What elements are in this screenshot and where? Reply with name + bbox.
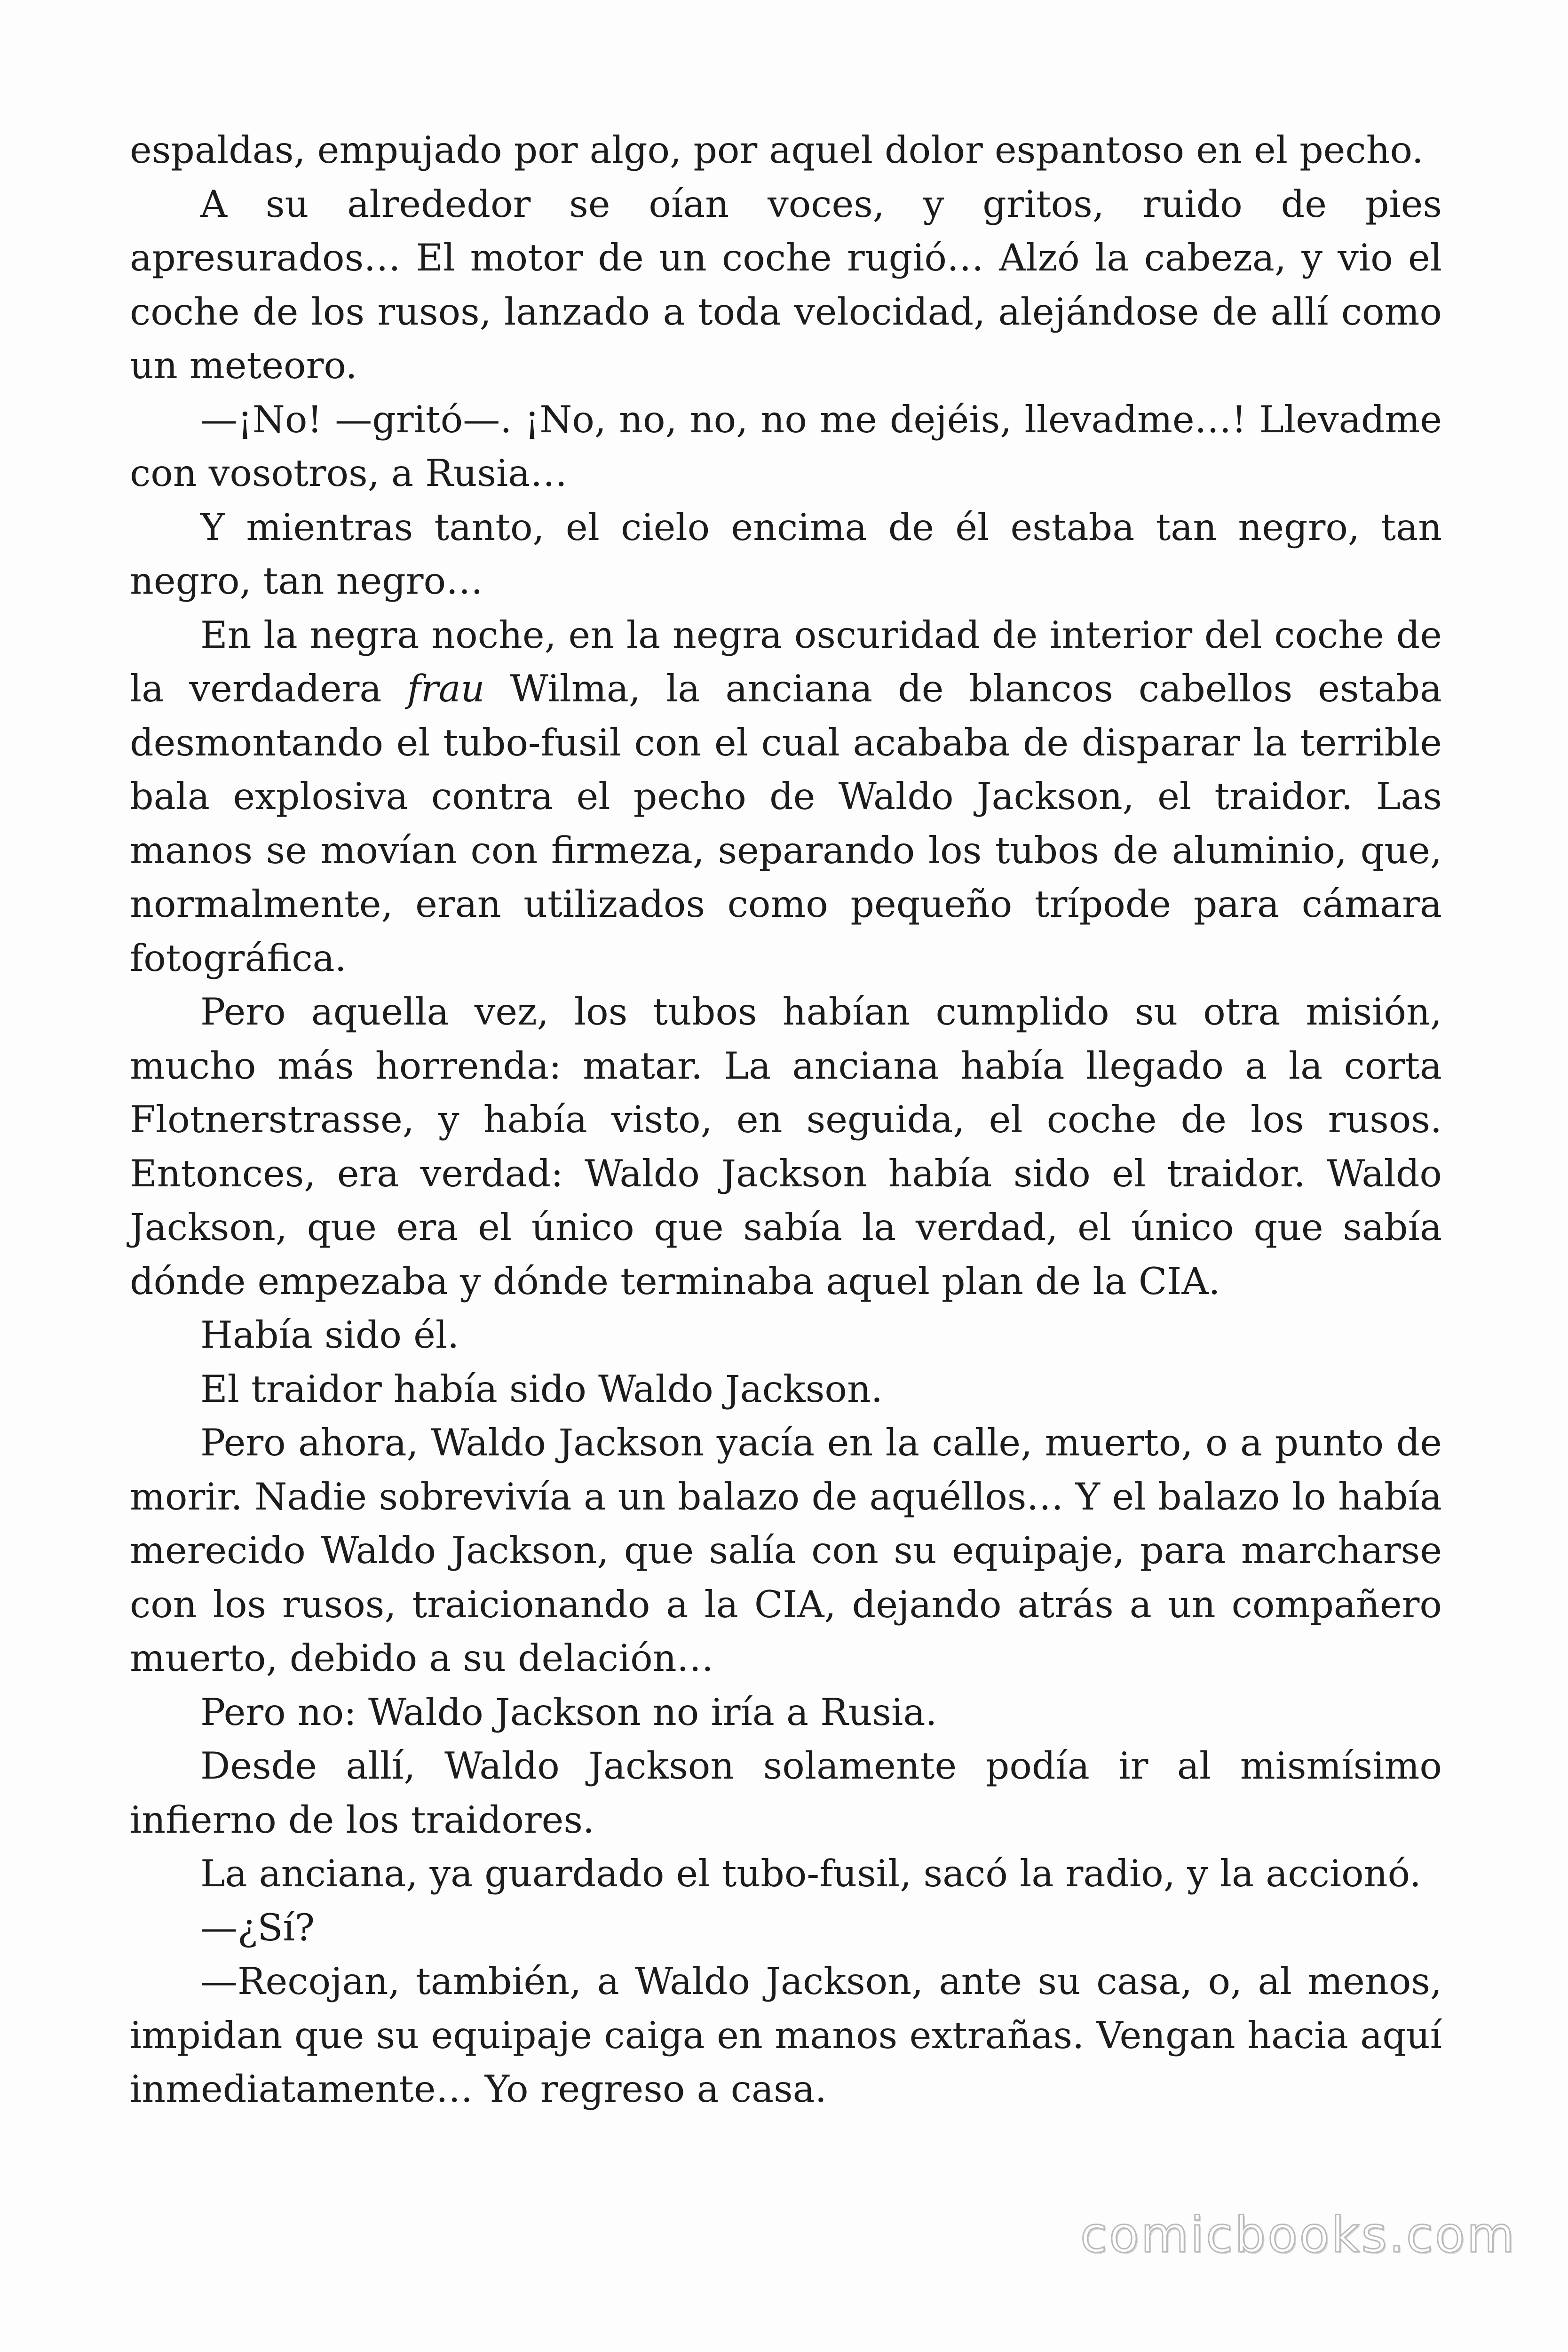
paragraph-10: Pero no: Waldo Jackson no iría a Rusia. xyxy=(200,1690,937,1734)
paragraph-9: Pero ahora, Waldo Jackson yacía en la calle, muerto, o a punto de morir. Nadie sobrevivía a un balazo de aquéllos… Y el balazo lo había merecido Waldo Jackson, que salía con su equipaje, para marcharse con los rusos, traicionando a la CIA, dejando atrás a un compañero muerto, debido a su delación… xyxy=(130,1421,1442,1680)
paragraph-3: —¡No! —gritó—. ¡No, no, no, no me dejéis, llevadme…! Llevadme con vosotros, a Rusia… xyxy=(130,397,1442,495)
paragraph-12: La anciana, ya guardado el tubo-fusil, sacó la radio, y la accionó. xyxy=(200,1852,1421,1895)
paragraph-13: —¿Sí? xyxy=(200,1906,315,1949)
emphasis-frau: frau xyxy=(407,667,485,710)
paragraph-11: Desde allí, Waldo Jackson solamente podía ir al mismísimo infierno de los traidores. xyxy=(130,1744,1442,1842)
paragraph-7: Había sido él. xyxy=(200,1313,459,1357)
paragraph-8: El traidor había sido Waldo Jackson. xyxy=(200,1367,883,1411)
paragraph-14: —Recojan, también, a Waldo Jackson, ante su casa, o, al menos, impidan que su equipaje caiga en manos extrañas. Vengan hacia aquí inmediatamente… Yo regreso a casa. xyxy=(130,1960,1442,2111)
paragraph-5: En la negra noche, en la negra oscuridad de interior del coche de la verdadera frau Wilma, la anciana de blancos cabellos estaba desmontando el tubo-fusil con el cual acababa de disparar la terrible bala explosiva contra el pecho de Waldo Jackson, el traidor. Las manos se movían con firmeza, separando los tubos de aluminio, que, normalmente, eran utilizados como pequeño trípode para cámara fotográfica. xyxy=(130,613,1442,980)
paragraph-4: Y mientras tanto, el cielo encima de él estaba tan negro, tan negro, tan negro… xyxy=(130,505,1442,603)
paragraph-1: espaldas, empujado por algo, por aquel dolor espantoso en el pecho. xyxy=(130,128,1424,172)
paragraph-6: Pero aquella vez, los tubos habían cumplido su otra misión, mucho más horrenda: matar. La anciana había llegado a la corta Flotnerstrasse, y había visto, en seguida, el coche de los rusos. Entonces, era verdad: Waldo Jackson había sido el traidor. Waldo Jackson, que era el único que sabía la verdad, el único que sabía dónde empezaba y dónde terminaba aquel plan de la CIA. xyxy=(130,990,1442,1303)
paragraph-2: A su alrededor se oían voces, y gritos, ruido de pies apresurados… El motor de un coche rugió… Alzó la cabeza, y vio el coche de los rusos, lanzado a toda velocidad, alejándose de allí como un meteoro. xyxy=(130,182,1442,387)
body-text xyxy=(130,123,1442,2116)
watermark-logo: comicbooks.com xyxy=(1080,2206,1516,2264)
